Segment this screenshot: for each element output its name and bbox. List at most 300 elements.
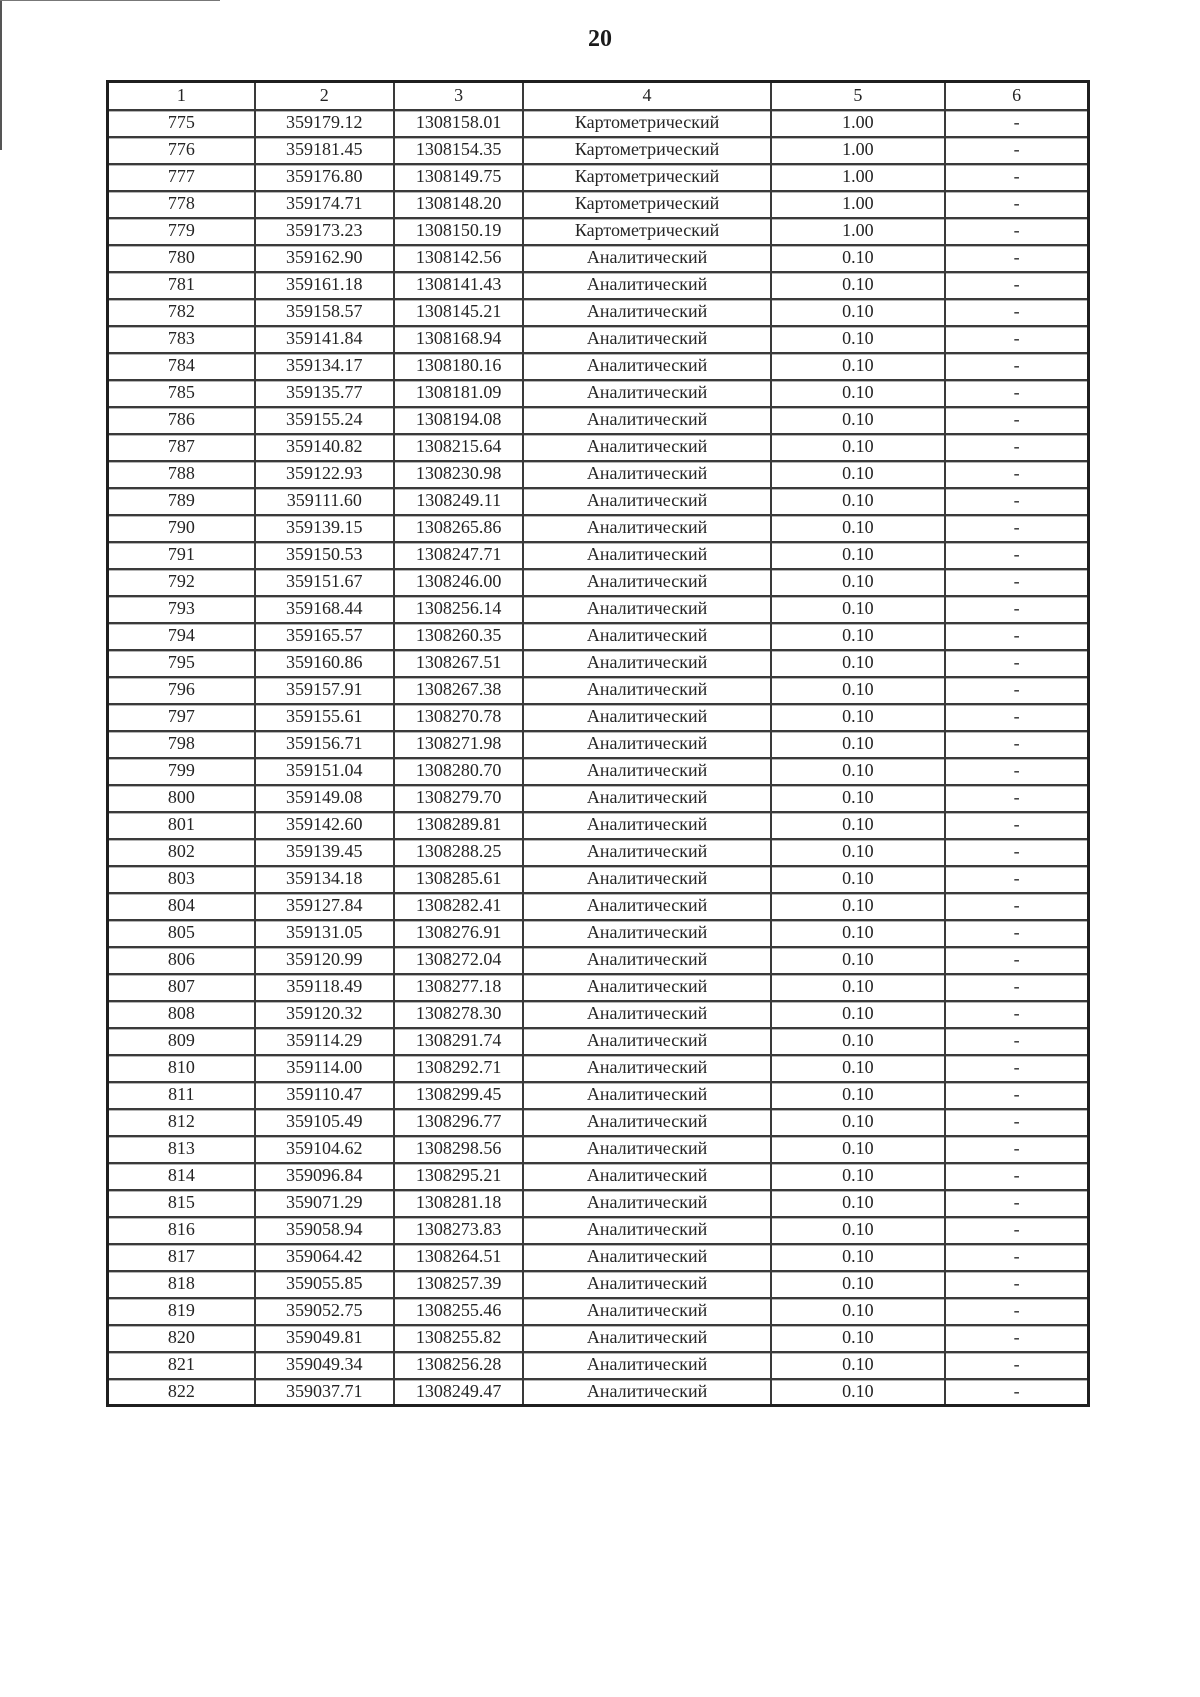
table-cell: -	[945, 515, 1088, 542]
table-cell: 359114.00	[255, 1055, 394, 1082]
table-cell: 0.10	[771, 1001, 946, 1028]
table-cell: 359096.84	[255, 1163, 394, 1190]
table-cell: 359151.67	[255, 569, 394, 596]
table-cell: 793	[108, 596, 255, 623]
table-cell: 359104.62	[255, 1136, 394, 1163]
table-cell: 813	[108, 1136, 255, 1163]
table-cell: Аналитический	[523, 866, 770, 893]
table-cell: 1308260.35	[394, 623, 523, 650]
table-cell: -	[945, 461, 1088, 488]
table-cell: -	[945, 1082, 1088, 1109]
table-cell: 1308264.51	[394, 1244, 523, 1271]
table-cell: 816	[108, 1217, 255, 1244]
table-cell: 795	[108, 650, 255, 677]
table-cell: 359141.84	[255, 326, 394, 353]
table-cell: 809	[108, 1028, 255, 1055]
table-row	[108, 1217, 1089, 1244]
table-cell: 791	[108, 542, 255, 569]
table-cell: -	[945, 407, 1088, 434]
table-cell: 1308265.86	[394, 515, 523, 542]
table-cell: -	[945, 1109, 1088, 1136]
table-cell: 797	[108, 704, 255, 731]
table-cell: -	[945, 650, 1088, 677]
table-cell: 359168.44	[255, 596, 394, 623]
table-cell: -	[945, 758, 1088, 785]
table-row	[108, 1190, 1089, 1217]
table-cell: 790	[108, 515, 255, 542]
table-cell: 822	[108, 1379, 255, 1406]
table-cell: 812	[108, 1109, 255, 1136]
table-cell: 0.10	[771, 542, 946, 569]
table-cell: Аналитический	[523, 650, 770, 677]
table-cell: Аналитический	[523, 461, 770, 488]
table-cell: 0.10	[771, 758, 946, 785]
table-cell: -	[945, 245, 1088, 272]
table-row	[108, 1271, 1089, 1298]
table-cell: Аналитический	[523, 434, 770, 461]
table-cell: 798	[108, 731, 255, 758]
table-cell: 0.10	[771, 866, 946, 893]
table-cell: Аналитический	[523, 1379, 770, 1406]
table-cell: 0.10	[771, 1028, 946, 1055]
table-cell: -	[945, 1136, 1088, 1163]
table-cell: 359134.18	[255, 866, 394, 893]
table-cell: 1308298.56	[394, 1136, 523, 1163]
table-cell: 779	[108, 218, 255, 245]
table-cell: -	[945, 920, 1088, 947]
table-cell: 792	[108, 569, 255, 596]
table-cell: 359161.18	[255, 272, 394, 299]
table-cell: 0.10	[771, 704, 946, 731]
table-cell: 1308230.98	[394, 461, 523, 488]
table-cell: 782	[108, 299, 255, 326]
page-number: 20	[588, 26, 612, 52]
table-header-row	[108, 82, 1089, 110]
table-cell: 359052.75	[255, 1298, 394, 1325]
table-row	[108, 218, 1089, 245]
table-cell: -	[945, 488, 1088, 515]
table-cell: 788	[108, 461, 255, 488]
table-cell: 0.10	[771, 434, 946, 461]
table-cell: 786	[108, 407, 255, 434]
table-cell: 1308246.00	[394, 569, 523, 596]
table-cell: 359149.08	[255, 785, 394, 812]
table-cell: -	[945, 164, 1088, 191]
table-cell: 0.10	[771, 461, 946, 488]
table-cell: -	[945, 1190, 1088, 1217]
table-cell: 359131.05	[255, 920, 394, 947]
table-cell: 1308267.38	[394, 677, 523, 704]
table-cell: Аналитический	[523, 1055, 770, 1082]
table-cell: 1308256.14	[394, 596, 523, 623]
table-cell: 777	[108, 164, 255, 191]
table-cell: 1308282.41	[394, 893, 523, 920]
table-cell: 359156.71	[255, 731, 394, 758]
table-cell: 0.10	[771, 1055, 946, 1082]
table-cell: 821	[108, 1352, 255, 1379]
table-cell: 359127.84	[255, 893, 394, 920]
table-row	[108, 191, 1089, 218]
table-cell: Аналитический	[523, 407, 770, 434]
table-cell: -	[945, 893, 1088, 920]
table-cell: 1.00	[771, 218, 946, 245]
table-cell: 359135.77	[255, 380, 394, 407]
table-cell: 1308149.75	[394, 164, 523, 191]
table-cell: 817	[108, 1244, 255, 1271]
table-row	[108, 353, 1089, 380]
table-row	[108, 1109, 1089, 1136]
table-cell: 359181.45	[255, 137, 394, 164]
table-row	[108, 245, 1089, 272]
table-cell: 794	[108, 623, 255, 650]
table-cell: 811	[108, 1082, 255, 1109]
table-cell: -	[945, 434, 1088, 461]
table-cell: Аналитический	[523, 1325, 770, 1352]
table-cell: Аналитический	[523, 1109, 770, 1136]
table-cell: -	[945, 326, 1088, 353]
table-cell: 0.10	[771, 731, 946, 758]
table-cell: 1308280.70	[394, 758, 523, 785]
table-row	[108, 407, 1089, 434]
table-row	[108, 542, 1089, 569]
table-cell: 1308145.21	[394, 299, 523, 326]
table-cell: Аналитический	[523, 1352, 770, 1379]
table-cell: 0.10	[771, 1298, 946, 1325]
table-cell: -	[945, 218, 1088, 245]
table-cell: Аналитический	[523, 542, 770, 569]
table-cell: Картометрический	[523, 191, 770, 218]
table-row	[108, 1055, 1089, 1082]
table-cell: 0.10	[771, 353, 946, 380]
table-row	[108, 1244, 1089, 1271]
table-cell: 359174.71	[255, 191, 394, 218]
table-cell: 0.10	[771, 1325, 946, 1352]
table-cell: 1.00	[771, 137, 946, 164]
table-row	[108, 515, 1089, 542]
table-cell: 1308148.20	[394, 191, 523, 218]
table-cell: 1308180.16	[394, 353, 523, 380]
table-cell: 807	[108, 974, 255, 1001]
coordinates-table	[106, 80, 1090, 1407]
table-cell: 799	[108, 758, 255, 785]
table-cell: 1308295.21	[394, 1163, 523, 1190]
table-cell: 0.10	[771, 623, 946, 650]
table-cell: 359155.24	[255, 407, 394, 434]
table-row	[108, 731, 1089, 758]
table-cell: 1308215.64	[394, 434, 523, 461]
table-cell: 0.10	[771, 326, 946, 353]
table-cell: 1308154.35	[394, 137, 523, 164]
table-cell: Аналитический	[523, 1163, 770, 1190]
table-cell: 359179.12	[255, 110, 394, 137]
table-cell: 359064.42	[255, 1244, 394, 1271]
table-cell: Картометрический	[523, 218, 770, 245]
table-cell: 1308255.46	[394, 1298, 523, 1325]
table-cell: 810	[108, 1055, 255, 1082]
table-cell: 1308270.78	[394, 704, 523, 731]
table-cell: Аналитический	[523, 1244, 770, 1271]
table-cell: -	[945, 272, 1088, 299]
table-row	[108, 650, 1089, 677]
table-cell: 0.10	[771, 245, 946, 272]
table-cell: 0.10	[771, 1163, 946, 1190]
table-cell: 359120.32	[255, 1001, 394, 1028]
table-cell: 359157.91	[255, 677, 394, 704]
table-cell: Аналитический	[523, 326, 770, 353]
table-cell: Аналитический	[523, 677, 770, 704]
table-cell: 1308158.01	[394, 110, 523, 137]
table-cell: 359162.90	[255, 245, 394, 272]
table-cell: 0.10	[771, 920, 946, 947]
table-cell: 815	[108, 1190, 255, 1217]
table-row	[108, 110, 1089, 137]
table-cell: 808	[108, 1001, 255, 1028]
table-row	[108, 299, 1089, 326]
table-cell: 359118.49	[255, 974, 394, 1001]
table-cell: 1308299.45	[394, 1082, 523, 1109]
table-cell: Аналитический	[523, 272, 770, 299]
table-row	[108, 137, 1089, 164]
table-cell: 359049.34	[255, 1352, 394, 1379]
table-cell: Аналитический	[523, 1298, 770, 1325]
table-cell: 0.10	[771, 1352, 946, 1379]
table-cell: 818	[108, 1271, 255, 1298]
table-cell: 1308296.77	[394, 1109, 523, 1136]
table-cell: 819	[108, 1298, 255, 1325]
table-cell: 359142.60	[255, 812, 394, 839]
table-row	[108, 947, 1089, 974]
table-cell: 359155.61	[255, 704, 394, 731]
table-cell: 796	[108, 677, 255, 704]
table-cell: 1308271.98	[394, 731, 523, 758]
table-cell: 0.10	[771, 407, 946, 434]
table-row	[108, 1001, 1089, 1028]
table-cell: 0.10	[771, 839, 946, 866]
table-cell: -	[945, 569, 1088, 596]
table-cell: -	[945, 191, 1088, 218]
table-cell: 359120.99	[255, 947, 394, 974]
table-row	[108, 569, 1089, 596]
table-cell: 1308150.19	[394, 218, 523, 245]
table-cell: 1308168.94	[394, 326, 523, 353]
table-cell: Аналитический	[523, 1271, 770, 1298]
table-cell: 1308276.91	[394, 920, 523, 947]
table-cell: 781	[108, 272, 255, 299]
table-row	[108, 1163, 1089, 1190]
table-header	[108, 82, 1089, 110]
table-cell: Аналитический	[523, 1217, 770, 1244]
table-cell: 0.10	[771, 785, 946, 812]
table-cell: 1308277.18	[394, 974, 523, 1001]
table-cell: 1308257.39	[394, 1271, 523, 1298]
table-cell: -	[945, 1379, 1088, 1406]
table-cell: Аналитический	[523, 515, 770, 542]
table-cell: Аналитический	[523, 974, 770, 1001]
table-cell: 820	[108, 1325, 255, 1352]
table-cell: 0.10	[771, 677, 946, 704]
table-cell: Аналитический	[523, 1136, 770, 1163]
scan-artifact-left	[0, 0, 2, 150]
table-cell: 0.10	[771, 596, 946, 623]
table-cell: 803	[108, 866, 255, 893]
table-cell: Аналитический	[523, 947, 770, 974]
column-header-2: 2	[255, 82, 394, 110]
table-cell: Аналитический	[523, 704, 770, 731]
table-cell: -	[945, 1298, 1088, 1325]
table-row	[108, 893, 1089, 920]
table-cell: 0.10	[771, 1109, 946, 1136]
table-cell: 359122.93	[255, 461, 394, 488]
column-header-3: 3	[394, 82, 523, 110]
table-cell: 359160.86	[255, 650, 394, 677]
table-cell: 1308141.43	[394, 272, 523, 299]
table-cell: Аналитический	[523, 920, 770, 947]
table-cell: 804	[108, 893, 255, 920]
table-cell: 783	[108, 326, 255, 353]
table-cell: -	[945, 812, 1088, 839]
table-cell: -	[945, 542, 1088, 569]
table-row	[108, 488, 1089, 515]
table-cell: -	[945, 947, 1088, 974]
table-cell: 814	[108, 1163, 255, 1190]
table-cell: Аналитический	[523, 1028, 770, 1055]
table-cell: -	[945, 353, 1088, 380]
table-cell: 0.10	[771, 1244, 946, 1271]
table-cell: -	[945, 839, 1088, 866]
table-cell: 785	[108, 380, 255, 407]
table-cell: -	[945, 1244, 1088, 1271]
table-cell: 359134.17	[255, 353, 394, 380]
table-cell: 1308142.56	[394, 245, 523, 272]
table-cell: 0.10	[771, 488, 946, 515]
table-cell: Аналитический	[523, 299, 770, 326]
table-cell: 1308249.47	[394, 1379, 523, 1406]
table-cell: 359114.29	[255, 1028, 394, 1055]
table-cell: 1308285.61	[394, 866, 523, 893]
table-row	[108, 1379, 1089, 1406]
table-cell: Аналитический	[523, 839, 770, 866]
table-cell: 359111.60	[255, 488, 394, 515]
table-cell: 1308272.04	[394, 947, 523, 974]
table-cell: Аналитический	[523, 1190, 770, 1217]
table-cell: 359037.71	[255, 1379, 394, 1406]
table-cell: 0.10	[771, 515, 946, 542]
table-cell: -	[945, 1001, 1088, 1028]
table-cell: Картометрический	[523, 137, 770, 164]
table-cell: 801	[108, 812, 255, 839]
table-cell: -	[945, 1163, 1088, 1190]
table-cell: -	[945, 1352, 1088, 1379]
table-cell: 0.10	[771, 380, 946, 407]
table-row	[108, 461, 1089, 488]
table-cell: 1.00	[771, 191, 946, 218]
table-cell: 784	[108, 353, 255, 380]
table-row	[108, 1298, 1089, 1325]
table-cell: 806	[108, 947, 255, 974]
table-row	[108, 866, 1089, 893]
table-cell: -	[945, 677, 1088, 704]
table-cell: Аналитический	[523, 596, 770, 623]
column-header-5: 5	[771, 82, 946, 110]
table-row	[108, 974, 1089, 1001]
table-cell: -	[945, 866, 1088, 893]
table-cell: Картометрический	[523, 164, 770, 191]
table-cell: 359176.80	[255, 164, 394, 191]
table-cell: 359049.81	[255, 1325, 394, 1352]
table-cell: 0.10	[771, 1271, 946, 1298]
table-cell: 0.10	[771, 1379, 946, 1406]
column-header-1: 1	[108, 82, 255, 110]
table-row	[108, 1352, 1089, 1379]
table-row	[108, 380, 1089, 407]
table-cell: Аналитический	[523, 488, 770, 515]
table-cell: Аналитический	[523, 380, 770, 407]
table-cell: 0.10	[771, 1082, 946, 1109]
table-cell: 359158.57	[255, 299, 394, 326]
table-cell: 0.10	[771, 1190, 946, 1217]
table-cell: Аналитический	[523, 731, 770, 758]
table-row	[108, 326, 1089, 353]
table-cell: 778	[108, 191, 255, 218]
table-cell: 0.10	[771, 569, 946, 596]
table-cell: 359139.45	[255, 839, 394, 866]
table-cell: 1308278.30	[394, 1001, 523, 1028]
table-cell: Аналитический	[523, 245, 770, 272]
table-cell: 1308194.08	[394, 407, 523, 434]
table-cell: Аналитический	[523, 893, 770, 920]
table-cell: Аналитический	[523, 353, 770, 380]
table-cell: 789	[108, 488, 255, 515]
table-cell: 0.10	[771, 812, 946, 839]
table-cell: 0.10	[771, 1217, 946, 1244]
scan-artifact-top	[0, 0, 220, 1]
table-cell: -	[945, 704, 1088, 731]
table-cell: 1308279.70	[394, 785, 523, 812]
table-cell: 775	[108, 110, 255, 137]
table-row	[108, 434, 1089, 461]
table-cell: 0.10	[771, 893, 946, 920]
table-cell: 800	[108, 785, 255, 812]
table-cell: Аналитический	[523, 812, 770, 839]
column-header-4: 4	[523, 82, 770, 110]
table-cell: 1.00	[771, 110, 946, 137]
table-cell: -	[945, 731, 1088, 758]
table-cell: 1308267.51	[394, 650, 523, 677]
table-cell: Аналитический	[523, 1001, 770, 1028]
table-row	[108, 812, 1089, 839]
table-row	[108, 1136, 1089, 1163]
table-cell: Аналитический	[523, 785, 770, 812]
table-row	[108, 758, 1089, 785]
table-cell: -	[945, 1325, 1088, 1352]
table-cell: 805	[108, 920, 255, 947]
table-body	[108, 110, 1089, 1406]
table-cell: 359151.04	[255, 758, 394, 785]
table-cell: 1308289.81	[394, 812, 523, 839]
table-cell: 802	[108, 839, 255, 866]
table-cell: 1308256.28	[394, 1352, 523, 1379]
table-cell: -	[945, 299, 1088, 326]
table-cell: -	[945, 137, 1088, 164]
table-cell: 1308291.74	[394, 1028, 523, 1055]
table-cell: -	[945, 1271, 1088, 1298]
table-row	[108, 596, 1089, 623]
table-cell: 359071.29	[255, 1190, 394, 1217]
table-cell: 776	[108, 137, 255, 164]
table-cell: 1308273.83	[394, 1217, 523, 1244]
table-cell: 359105.49	[255, 1109, 394, 1136]
table-cell: 359165.57	[255, 623, 394, 650]
